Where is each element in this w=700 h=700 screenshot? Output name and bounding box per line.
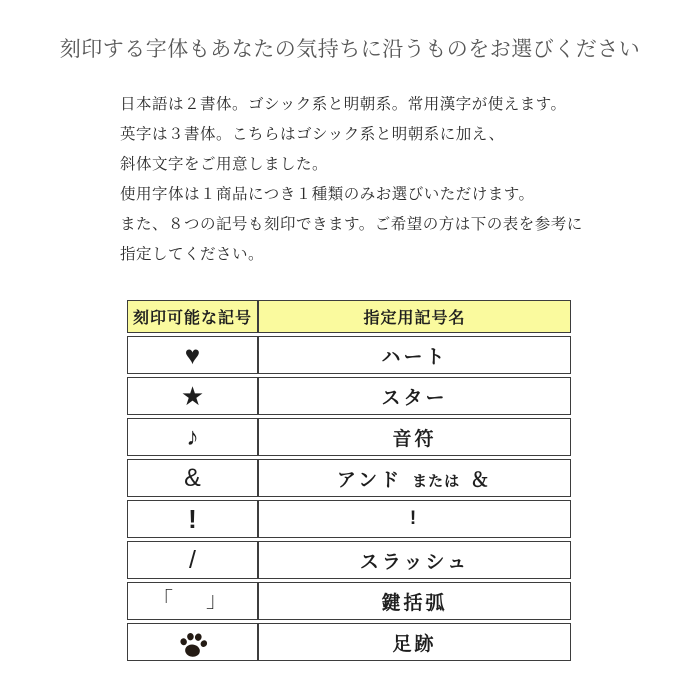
table-row <box>127 336 571 374</box>
symbol-name-cell: スター <box>258 377 571 415</box>
page-title: 刻印する字体もあなたの気持ちに沿うものをお選びください <box>59 38 641 61</box>
table-row <box>127 377 571 415</box>
symbol-name-cell: 鍵括弧 <box>258 582 571 620</box>
paw-icon <box>127 623 258 661</box>
symbol-name-connector: または <box>412 472 461 490</box>
table-row <box>127 541 571 579</box>
table-row <box>127 582 571 620</box>
symbol-name-cell: 足跡 <box>258 623 571 661</box>
music-note-icon: ♪ <box>127 418 258 456</box>
intro-line: 英字は３書体。こちらはゴシック系と明朝系に加え、 <box>120 126 505 143</box>
symbol-name-cell: スラッシュ <box>258 541 571 579</box>
symbol-name-main: アンド <box>336 469 403 491</box>
intro-line: 使用字体は１商品につき１種類のみお選びいただけます。 <box>120 186 535 203</box>
exclamation-icon: ! <box>127 500 258 538</box>
star-icon: ★ <box>127 377 258 415</box>
corner-brackets-icon: 「 」 <box>127 582 258 620</box>
table-row <box>127 623 571 661</box>
intro-line: 指定してください。 <box>120 246 265 263</box>
intro-line: また、８つの記号も刻印できます。ご希望の方は下の表を参考に <box>120 216 583 233</box>
ampersand-icon: & <box>127 459 258 497</box>
symbol-name-cell <box>258 459 571 497</box>
symbol-name-alt: ＆ <box>470 469 493 491</box>
table-header-row <box>127 300 571 333</box>
header-symbol-name: 指定用記号名 <box>258 300 571 333</box>
symbol-table <box>127 297 571 664</box>
symbol-name-cell: 音符 <box>258 418 571 456</box>
symbol-name-cell: ! <box>258 500 571 538</box>
table-row <box>127 500 571 538</box>
intro-line: 斜体文字をご用意しました。 <box>120 156 329 173</box>
intro-line: 日本語は２書体。ゴシック系と明朝系。常用漢字が使えます。 <box>120 96 567 113</box>
intro-paragraph <box>120 90 620 270</box>
table-row <box>127 459 571 497</box>
symbol-name-cell: ハート <box>258 336 571 374</box>
heart-icon: ♥ <box>127 336 258 374</box>
table-row <box>127 418 571 456</box>
slash-icon: / <box>127 541 258 579</box>
header-engravable-symbol: 刻印可能な記号 <box>127 300 258 333</box>
paw-icon <box>177 631 209 660</box>
